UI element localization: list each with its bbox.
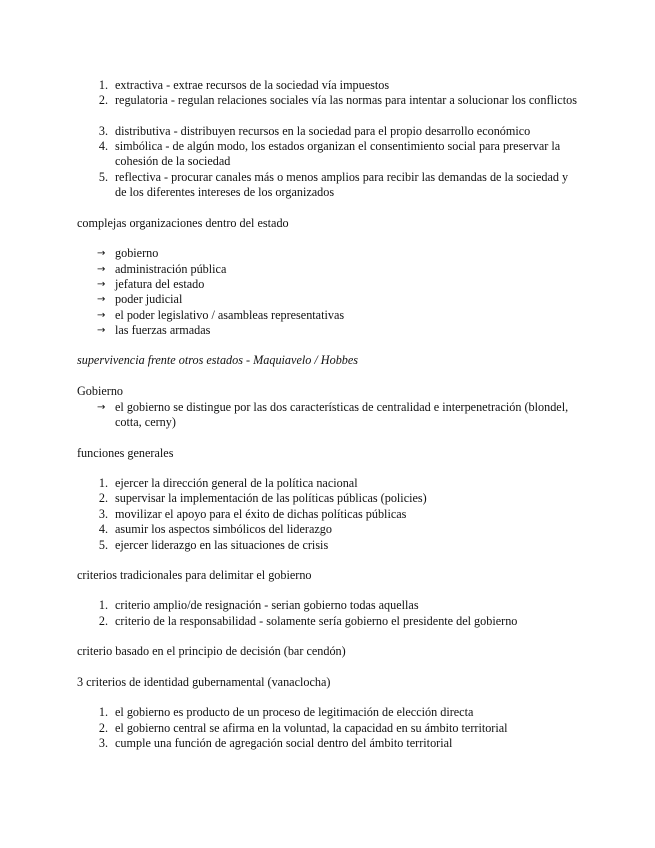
list-item: criterio de la responsabilidad - solamente sería gobierno el presidente del gobierno <box>115 614 518 628</box>
list-number: 5. <box>98 170 108 184</box>
list-item: el gobierno central se afirma en la voluntad, la capacidad en su ámbito territorial <box>115 721 508 735</box>
list-number: 4. <box>98 139 108 153</box>
list-item: las fuerzas armadas <box>115 323 211 337</box>
arrow-bullet-icon: → <box>97 248 106 259</box>
list-item: criterio amplio/de resignación - serian gobierno todas aquellas <box>115 598 419 612</box>
list-item: simbólica - de algún modo, los estados organizan el consentimiento social para preservar la cohesión de la sociedad <box>115 139 561 169</box>
list-number: 1. <box>98 476 108 490</box>
arrow-bullet-icon: → <box>97 294 106 305</box>
list-number: 2. <box>98 721 108 735</box>
arrow-bullet-icon: → <box>97 310 106 321</box>
section-heading-identity-criteria: 3 criterios de identidad gubernamental (vanaclocha) <box>77 675 331 689</box>
list-item: poder judicial <box>115 292 183 306</box>
list-item: regulatoria - regulan relaciones sociales vía las normas para intentar a solucionar los conflictos <box>115 93 577 107</box>
list-item: distributiva - distribuyen recursos en la sociedad para el propio desarrollo económico <box>115 124 531 138</box>
list-item: extractiva - extrae recursos de la sociedad vía impuestos <box>115 78 390 92</box>
list-number: 2. <box>98 93 108 107</box>
section-heading-general-functions: funciones generales <box>77 446 174 460</box>
list-item: el gobierno es producto de un proceso de legitimación de elección directa <box>115 705 474 719</box>
arrow-bullet-icon: → <box>97 279 106 290</box>
list-item: movilizar el apoyo para el éxito de dichas políticas públicas <box>115 507 407 521</box>
list-item: cumple una función de agregación social dentro del ámbito territorial <box>115 736 453 750</box>
list-item: reflectiva - procurar canales más o menos amplios para recibir las demandas de la sociedad y de los diferentes intereses de los organizados <box>115 170 569 200</box>
section-heading-traditional-criteria: criterios tradicionales para delimitar el gobierno <box>77 568 312 582</box>
arrow-bullet-icon: → <box>97 325 106 336</box>
arrow-bullet-icon: → <box>97 402 106 413</box>
section-heading-gobierno: Gobierno <box>77 384 124 398</box>
list-item: gobierno <box>115 246 159 260</box>
list-number: 3. <box>98 124 108 138</box>
gobierno-description: el gobierno se distingue por las dos características de centralidad e interpenetración (blondel, cotta, cerny) <box>115 400 569 430</box>
list-number: 1. <box>98 598 108 612</box>
list-number: 1. <box>98 78 108 92</box>
survival-note: supervivencia frente otros estados - Maquiavelo / Hobbes <box>77 353 359 367</box>
list-item: ejercer la dirección general de la política nacional <box>115 476 358 490</box>
list-item: el poder legislativo / asambleas representativas <box>115 308 345 322</box>
list-number: 5. <box>98 538 108 552</box>
list-item: supervisar la implementación de las políticas públicas (policies) <box>115 491 427 505</box>
section-heading-organizations: complejas organizaciones dentro del estado <box>77 216 289 230</box>
arrow-bullet-icon: → <box>97 264 106 275</box>
list-item: administración pública <box>115 262 227 276</box>
list-number: 1. <box>98 705 108 719</box>
list-number: 2. <box>98 614 108 628</box>
list-number: 3. <box>98 507 108 521</box>
decision-criterion: criterio basado en el principio de decisión (bar cendón) <box>77 644 346 658</box>
list-item: jefatura del estado <box>115 277 205 291</box>
list-number: 2. <box>98 491 108 505</box>
list-number: 3. <box>98 736 108 750</box>
list-item: ejercer liderazgo en las situaciones de crisis <box>115 538 329 552</box>
list-number: 4. <box>98 522 108 536</box>
list-item: asumir los aspectos simbólicos del liderazgo <box>115 522 332 536</box>
